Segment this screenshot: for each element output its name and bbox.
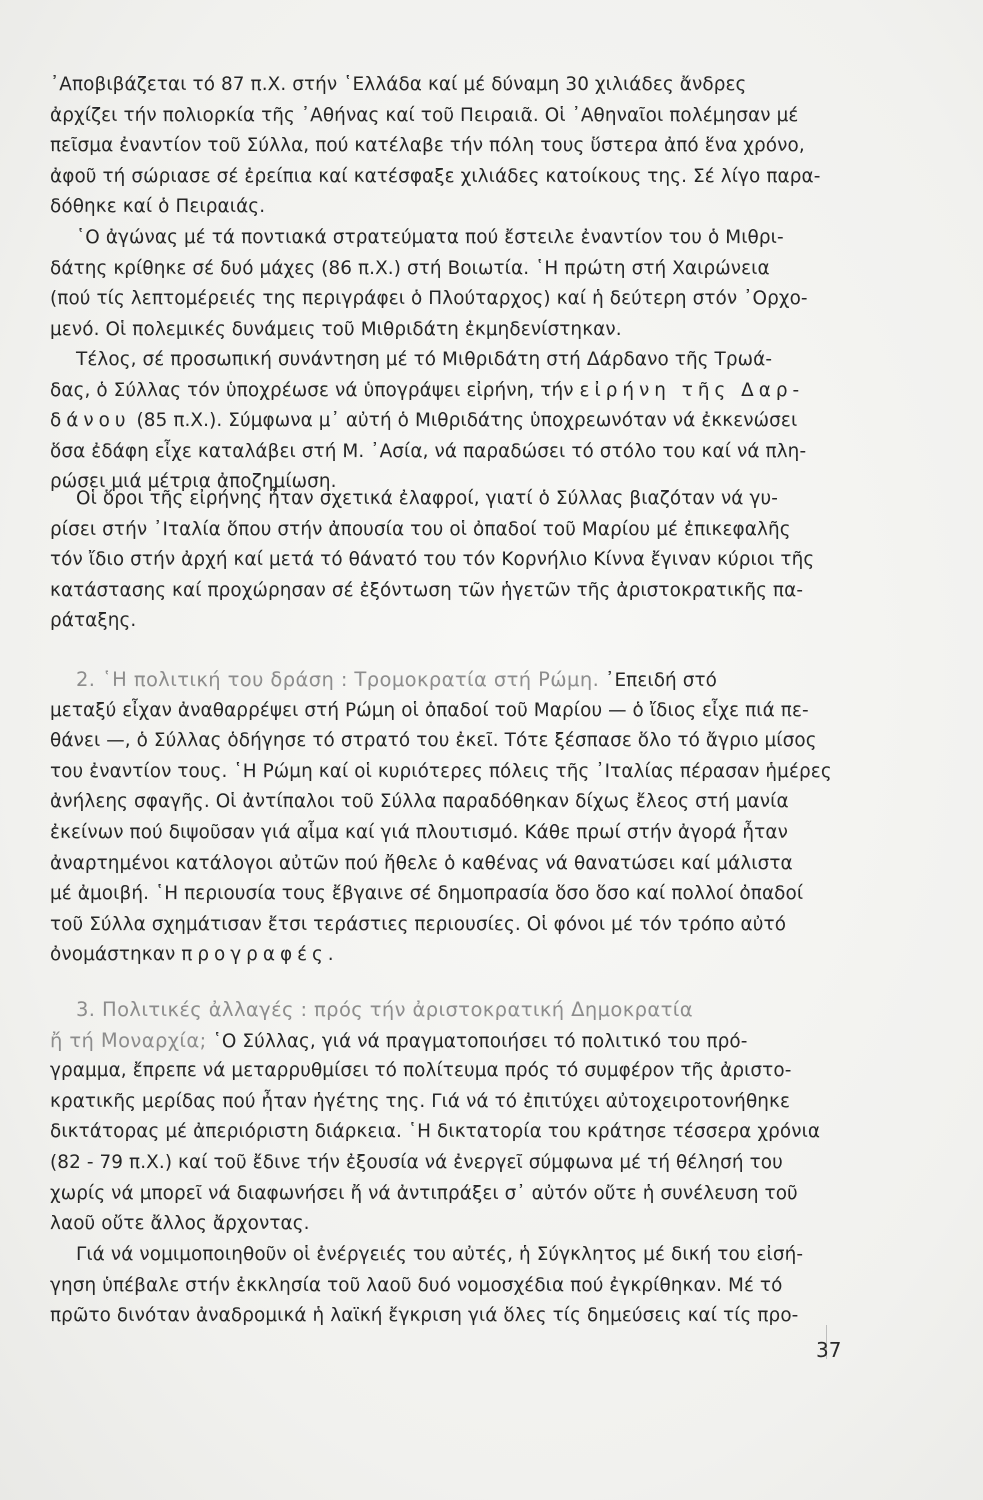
text-line: πεῖσμα ἐναντίον τοῦ Σύλλα, πού κατέλαβε τήν πόλη τους ὕστερα ἀπό ἕνα χρόνο, (50, 135, 805, 157)
text-line: μέ ἀμοιβή. ῾Η περιουσία τους ἔβγαινε σέ δημοπρασία ὅσο ὅσο καί πολλοί ὀπαδοί (50, 883, 804, 905)
text-line: μεταξύ εἶχαν ἀναθαρρέψει στή Ρώμη οἱ ὀπαδοί τοῦ Μαρίου — ὁ ἴδιος εἶχε πιά πε- (50, 699, 809, 721)
text-line: χωρίς νά μπορεῖ νά διαφωνήσει ἤ νά ἀντιπράξει σ᾿ αὐτόν οὔτε ἡ συνέλευση τοῦ (50, 1182, 798, 1204)
text-segment: ᾿Επειδή στό (599, 670, 718, 691)
text-segment: (85 π.Χ.). Σύμφωνα μ᾿ αὐτή ὁ Μιθριδάτης ὑποχρεωνόταν νά ἐκκενώσει (130, 410, 798, 432)
text-line (50, 940, 862, 971)
text-line (50, 995, 862, 1026)
text-line: μενό. Οἱ πολεμικές δυνάμεις τοῦ Μιθριδάτη ἐκμηδενίστηκαν. (50, 318, 622, 340)
paragraph-peace-terms (50, 484, 862, 637)
text-line: θάνει —, ὁ Σύλλας ὁδήγησε τό στρατό του ἐκεῖ. Τότε ξέσπασε ὅλο τό ἄγριο μίσος (50, 730, 817, 752)
section-heading: 3. Πολιτικές ἀλλαγές : πρός τήν ἀριστοκρατική Δημοκρατία (76, 998, 694, 1021)
paragraph-peace-of-dardanus (50, 345, 862, 498)
emphasized-term: προγραφές. (181, 944, 339, 966)
text-line (50, 406, 862, 437)
text-line: γραμμα, ἔπρεπε νά μεταρρυθμίσει τό πολίτευμα πρός τό συμφέρον τῆς ἀριστο- (50, 1060, 792, 1082)
text-line (50, 665, 862, 696)
emphasized-term: δάνου (50, 410, 131, 432)
page-number: 37 (816, 1338, 842, 1362)
text-line: πρῶτο δινόταν ἀναδρομικά ἡ λαϊκή ἔγκριση γιά ὅλες τίς δημεύσεις καί τίς προ- (50, 1305, 799, 1327)
text-line: ἀνήλεης σφαγῆς. Οἱ ἀντίπαλοι τοῦ Σύλλα παραδόθηκαν δίχως ἔλεος στή μανία (50, 791, 789, 813)
text-line (50, 1026, 862, 1057)
text-line: Οἱ ὅροι τῆς εἰρήνης ἦταν σχετικά ἐλαφροί, γιατί ὁ Σύλλας βιαζόταν νά γυ- (76, 488, 778, 509)
text-line: ὅσα ἐδάφη εἶχε καταλάβει στή Μ. ᾿Ασία, νά παραδώσει τό στόλο του καί νά πλη- (50, 440, 807, 462)
text-line: ρώσει μιά μέτρια ἀποζημίωση. (50, 471, 337, 493)
text-line: ράταξης. (50, 610, 137, 632)
text-line: δάτης κρίθηκε σέ δυό μάχες (86 π.Χ.) στή Βοιωτία. ῾Η πρώτη στή Χαιρώνεια (50, 257, 770, 279)
text-line: ἀναρτημένοι κατάλογοι αὐτῶν πού ἤθελε ὁ καθένας νά θανατώσει καί μάλιστα (50, 852, 793, 874)
text-line: του ἐναντίον τους. ῾Η Ρώμη καί οἱ κυριότερες πόλεις τῆς ᾿Ιταλίας πέρασαν ἡμέρες (50, 760, 832, 782)
paragraph-landing (50, 70, 862, 223)
text-line: γηση ὑπέβαλε στήν ἐκκλησία τοῦ λαοῦ δυό νομοσχέδια πού ἐγκρίθηκαν. Μέ τό (50, 1274, 783, 1296)
text-line: ᾿Αποβιβάζεται τό 87 π.Χ. στήν ῾Ελλάδα καί μέ δύναμη 30 χιλιάδες ἄνδρες (50, 74, 747, 95)
text-segment: δας, ὁ Σύλλας τόν ὑποχρέωσε νά ὑπογράψει εἰρήνη, τήν (50, 379, 580, 401)
text-line: (82 - 79 π.Χ.) καί τοῦ ἔδινε τήν ἐξουσία νά ἐνεργεῖ σύμφωνα μέ τή θέλησή του (50, 1151, 783, 1173)
text-line: κατάστασης καί προχώρησαν σέ ἐξόντωση τῶν ἡγετῶν τῆς ἀριστοκρατικῆς πα- (50, 579, 804, 601)
section-heading-cont: ἤ τή Μοναρχία; (50, 1028, 207, 1052)
text-line: ἀφοῦ τή σώριασε σέ ἐρείπια καί κατέσφαξε χιλιάδες κατοίκους της. Σέ λίγο παρα- (50, 165, 821, 187)
text-line: ἐκείνων πού διψοῦσαν γιά αἷμα καί γιά πλουτισμό. Κάθε πρωί στήν ἀγορά ἦταν (50, 821, 788, 843)
paragraph-legitimization (50, 1240, 862, 1332)
text-line: κρατικῆς μερίδας πού ἦταν ἡγέτης της. Γιά νά τό ἐπιτύχει αὐτοχειροτονήθηκε (50, 1090, 791, 1112)
emphasized-term: εἰρήνη τῆς Δαρ- (579, 379, 805, 401)
text-line: Γιά νά νομιμοποιηθοῦν οἱ ἐνέργειές του αὐτές, ἡ Σύγκλητος μέ δική του εἰσή- (76, 1244, 804, 1265)
text-line: (πού τίς λεπτομέρειές της περιγράφει ὁ Πλούταρχος) καί ἡ δεύτερη στόν ᾿Ορχο- (50, 288, 808, 310)
paragraph-pontic-battles (50, 223, 862, 345)
text-line: Τέλος, σέ προσωπική συνάντηση μέ τό Μιθριδάτη στή Δάρδανο τῆς Τρωά- (76, 349, 773, 370)
text-segment: ῾Ο Σύλλας, γιά νά πραγματοποιήσει τό πολιτικό του πρό- (206, 1030, 748, 1052)
section-heading: 2. ῾Η πολιτική του δράση : Τρομοκρατία στή Ρώμη. (76, 668, 600, 691)
text-line: δόθηκε καί ὁ Πειραιάς. (50, 196, 266, 218)
text-line: ρίσει στήν ᾿Ιταλία ὅπου στήν ἀπουσία του οἱ ὀπαδοί τοῦ Μαρίου μέ ἐπικεφαλῆς (50, 518, 791, 540)
text-line: τόν ἴδιο στήν ἀρχή καί μετά τό θάνατό του τόν Κορνήλιο Κίννα ἔγιναν κύριοι τῆς (50, 549, 815, 571)
text-segment: ὀνομάστηκαν (50, 944, 182, 966)
text-line: δικτάτορας μέ ἀπεριόριστη διάρκεια. ῾Η δικτατορία του κράτησε τέσσερα χρόνια (50, 1121, 821, 1143)
section-3 (50, 995, 862, 1240)
text-line: ἀρχίζει τήν πολιορκία τῆς ᾿Αθήνας καί τοῦ Πειραιᾶ. Οἱ ᾿Αθηναῖοι πολέμησαν μέ (50, 104, 799, 126)
text-line: ῾Ο ἀγώνας μέ τά ποντιακά στρατεύματα πού ἔστειλε ἐναντίον του ὁ Μιθρι- (76, 227, 784, 248)
text-line (50, 376, 862, 407)
text-line: τοῦ Σύλλα σχημάτισαν ἔτσι τεράστιες περιουσίες. Οἱ φόνοι μέ τόν τρόπο αὐτό (50, 913, 787, 935)
section-2 (50, 665, 862, 971)
text-line: λαοῦ οὔτε ἄλλος ἄρχοντας. (50, 1213, 310, 1235)
